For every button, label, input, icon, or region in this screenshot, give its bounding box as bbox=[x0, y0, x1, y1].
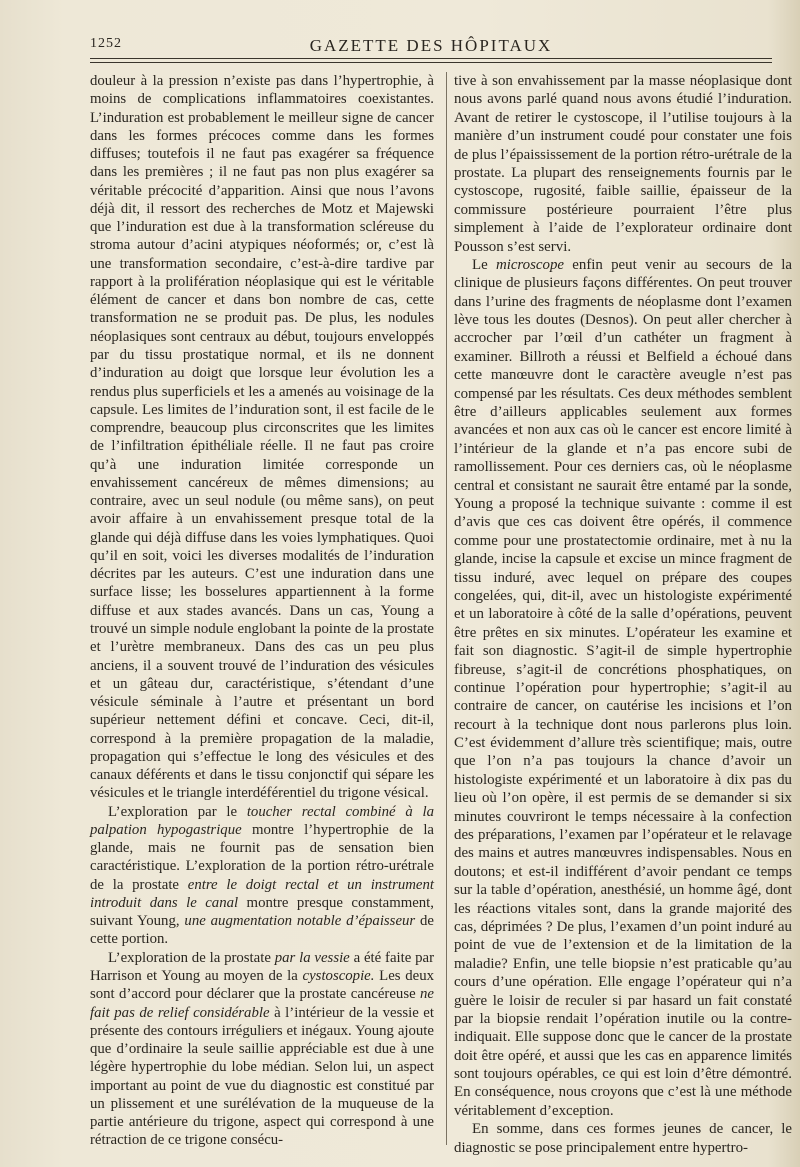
page-header bbox=[90, 30, 772, 60]
right-paragraph-1: tive à son envahissement par la masse néoplasique dont nous avons parlé quand nous avons étudié l’induration. Avant de retirer le cystoscope, il l’utilise toujours à la manière d’un instrument coudé pour constater une fois de plus l’épaississement de la portion rétro-urétrale de la prostate. La plupart des renseignements fournis par le cystoscope, rugosité, faible saillie, épaisseur de la commissure postérieure pourraient l’être plus simplement à l’aide de l’explorateur ordinaire dont Pousson s’est servi. bbox=[454, 73, 792, 255]
column-divider bbox=[446, 72, 447, 1145]
right-column bbox=[454, 72, 792, 1157]
left-column bbox=[90, 72, 434, 1150]
page-number: 1252 bbox=[90, 36, 122, 51]
running-title: GAZETTE DES HÔPITAUX bbox=[309, 36, 553, 55]
left-paragraph-3: L’exploration de la prostate par la vessie a été faite par Harrison et Young au moyen de la cystoscopie. Les deux sont d’accord pour déclarer que la prostate cancéreuse ne fait pas de relief considérable à l’intérieur de la vessie et présente des contours irréguliers et inégaux. Young ajoute que d’ordinaire la seule saillie appréciable est due à une légère hypertrophie du lobe médian. Selon lui, un aspect important au point de vue du diagnostic est constitué par un plissement et une surélévation de la muqueuse de la partie antérieure du trigone, aspect qui correspond à une rétraction de ce trigone consécu- bbox=[90, 949, 435, 1149]
left-paragraph-2: L’exploration par le toucher rectal combiné à la palpation hypogastrique montre l’hypertrophie de la glande, mais ne fournit pas de sensation bien caractéristique. L’exploration de la portion rétro-urétrale de la prostate entre le doigt rectal et un instrument introduit dans le canal montre presque constamment, suivant Young, une augmentation notable d’épaisseur de cette portion. bbox=[90, 803, 434, 948]
header-rule bbox=[90, 58, 772, 59]
left-paragraph-1: douleur à la pression n’existe pas dans l’hypertrophie, à moins de complications inflammatoires coexistantes. L’induration est probablement le meilleur signe de cancer dans les formes précoces comme dans les formes diffuses; toutefois il ne faut pas exagérer sa fréquence dans les premières ; il ne faut pas non plus exagérer sa véritable précocité d’apparition. Ainsi que nous l’avons déjà dit, il ressort des recherches de Motz et Majewski que l’induration est due à la transformation scléreuse du stroma autour d’acini atypiques néoformés; or, c’est là une transformation secondaire, c’est-à-dire tardive par rapport à la prolifération néoplasique qui est le véritable élément de cancer et dans bon nombre de cas, cette transformation ne se produit pas. De plus, les nodules néoplasiques sont centraux au début, toujours enveloppés par du tissu prostatique normal, et ils ne donnent d’induration au doigt que lorsque leur évolution les a rendus plus superficiels et les a amenés au voisinage de la capsule. Les limites de l’induration sont, il est facile de le comprendre, beaucoup plus circonscrites que les limites de l’infiltration épithéliale réelle. Il ne faut pas croire qu’à une induration limitée corresponde un envahissement cancéreux de mêmes dimensions; au contraire, avec un seul nodule (ou même sans), on peut avoir affaire à un envahissement presque total de la glande qui déjà diffuse dans les voies lymphatiques. Quoi qu’il en soit, voici les diverses modalités de l’induration décrites par les auteurs. C’est une induration dans une surface lisse; les bosselures appartiennent à la forme diffuse et aux stades avancés. Dans un cas, Young a trouvé un simple nodule englobant la pointe de la prostate et l’urètre membraneux. Dans des cas un peu plus anciens, il a souvent trouvé de l’induration des vésicules et un gâteau dur, caractéristique, s’étendant d’une vésicule séminale à l’autre et présentant un bord supérieur nettement défini et concave. Ceci, dit-il, correspond à la première propagation de la maladie, propagation qui s’effectue le long des vésicules et des canaux déférents et dans le tissu conjonctif qui sépare les vésicules et le triangle interdéférentiel du trigone vésical. bbox=[90, 73, 434, 802]
header-rule-double bbox=[90, 62, 772, 63]
right-paragraph-3: En somme, dans ces formes jeunes de cancer, le diagnostic se pose principalement entre hypertro- bbox=[454, 1121, 792, 1156]
right-paragraph-2: Le microscope enfin peut venir au secours de la clinique de plusieurs façons différentes. On peut trouver dans l’urine des fragments de néoplasme dont l’examen lève tous les doutes (Desnos). On peut aller chercher à accrocher par l’œil d’un cathéter un fragment à examiner. Billroth a réussi et Belfield a échoué dans cette manœuvre dont le caractère aveugle n’est pas compensé par les résultats. Ces deux méthodes semblent être d’ailleurs applicables seulement aux formes avancées et non aux cas où le cancer est encore limité à l’intérieur de la glande et n’a pas encore subi de ramollissement. Pour ces derniers cas, où le néoplasme central et consistant ne saurait être entamé par la sonde, Young a proposé la technique suivante : comme il est d’avis que ces cas doivent être opérés, il commence comme pour une prostatectomie ordinaire, met à nu la glande, incise la capsule et excise un mince fragment de tissu induré, avec lequel on prépare des coupes congelées, qui, dit-il, avec un histologiste expérimenté et un laboratoire à côté de la salle d’opérations, peuvent être prêtes en six minutes. L’opérateur les examine et fait son diagnostic. S’agit-il de simple hypertrophie fibreuse, s’agit-il de concrétions phosphatiques, on continue l’opération pour hypertrophie; s’agit-il au contraire de cancer, on cautérise les incisions et l’on recourt à la technique dont nous parlerons plus loin. C’est évidemment d’allure très scientifique; mais, outre que l’on n’a pas toujours la chance d’avoir un histologiste expérimenté et un laboratoire à dix pas du lieu où l’on opère, il est permis de se demander si six minutes couvriront le temps nécessaire à la confection des préparations, l’examen par l’opérateur et le relavage des mains et autres manœuvres indispensables. Nous en doutons; et est-il indifférent d’avoir pendant ce temps sur la table d’opération, anesthésié, un homme âgé, dont les réactions vitales sont, dans la grande majorité des cas, déprimées ? De plus, l’examen d’un point induré au point de vue de l’extension et de la limitation de la maladie? Enfin, une telle biopsie n’est praticable qu’au cours d’une opération. Elle engage l’opérateur qui n’a guère le loisir de reculer si par hasard un fait constaté par la biopsie rendait l’opération inutile ou la contre-indiquait. Elle suppose donc que le cancer de la prostate doit être opéré, et aussi que les cas en apparence limités sont toujours opérables, ce qui est loin d’être démontré. En conséquence, nous croyons que c’est là une méthode véritablement d’exception. bbox=[454, 256, 792, 1119]
